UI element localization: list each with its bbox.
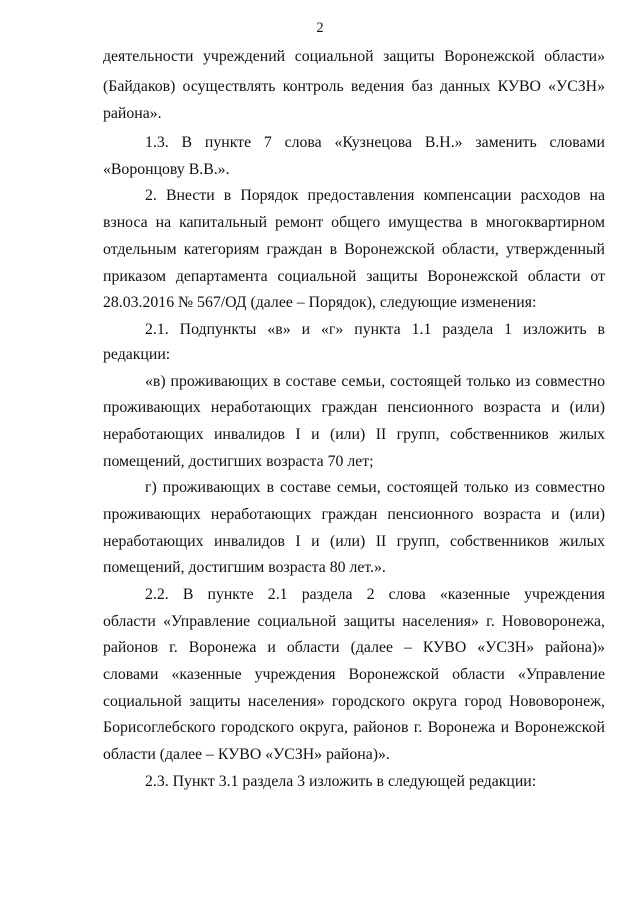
text-line: помещений, достигших возраста 70 лет; <box>103 453 374 470</box>
text-line: «в) проживающих в составе семьи, состоящей только из совместно <box>145 373 605 390</box>
text-line: «Воронцову В.В.». <box>103 161 230 178</box>
text-line: районов г. Воронежа и области (далее – КУВО «УСЗН» района)» <box>103 639 605 656</box>
text-line: г) проживающих в составе семьи, состоящей только из совместно <box>145 479 605 496</box>
text-line: неработающих инвалидов I и (или) II групп, собственников жилых <box>103 533 605 550</box>
page-number: 2 <box>316 20 324 36</box>
text-line: 2.2. В пункте 2.1 раздела 2 слова «казенные учреждения <box>145 586 605 603</box>
text-line: редакции: <box>103 346 171 363</box>
text-line: области (далее – КУВО «УСЗН» района)». <box>103 746 390 763</box>
text-line: отдельным категориям граждан в Воронежской области, утвержденный <box>103 241 605 258</box>
text-line: приказом департамента социальной защиты Воронежской области от <box>103 268 605 285</box>
text-line: проживающих неработающих граждан пенсионного возраста и (или) <box>103 506 605 523</box>
text-line: 2.1. Подпункты «в» и «г» пункта 1.1 раздела 1 изложить в <box>145 321 605 338</box>
text-line: деятельности учреждений социальной защиты Воронежской области» <box>103 48 605 65</box>
text-line: 1.3. В пункте 7 слова «Кузнецова В.Н.» заменить словами <box>145 134 605 151</box>
text-line: словами «казенные учреждения Воронежской области «Управление <box>103 666 605 683</box>
text-line: взноса на капитальный ремонт общего имущества в многоквартирном <box>103 214 605 231</box>
text-line: района». <box>103 105 162 122</box>
text-line: социальной защиты населения» городского округа город Нововоронеж, <box>103 693 605 710</box>
text-line: неработающих инвалидов I и (или) II групп, собственников жилых <box>103 426 605 443</box>
text-line: проживающих неработающих граждан пенсионного возраста и (или) <box>103 399 605 416</box>
text-line: Борисоглебского городского округа, районов г. Воронежа и Воронежской <box>103 719 605 736</box>
text-line: (Байдаков) осуществлять контроль ведения баз данных КУВО «УСЗН» <box>103 78 605 95</box>
text-line: 2.3. Пункт 3.1 раздела 3 изложить в следующей редакции: <box>145 773 537 790</box>
text-line: 2. Внести в Порядок предоставления компенсации расходов на <box>145 187 605 204</box>
text-line: области «Управление социальной защиты населения» г. Нововоронежа, <box>103 613 605 630</box>
text-line: 28.03.2016 № 567/ОД (далее – Порядок), следующие изменения: <box>103 294 537 311</box>
text-line: помещений, достигшим возраста 80 лет.». <box>103 559 386 576</box>
